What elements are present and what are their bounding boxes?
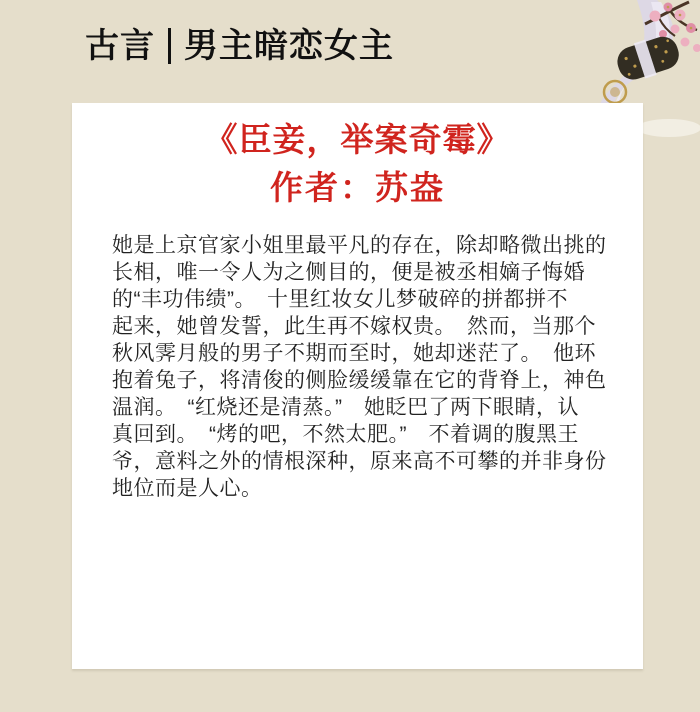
- synopsis-paragraph: [112, 232, 623, 502]
- header-divider: [168, 28, 171, 64]
- body-line: 起来，她曾发誓，此生再不嫁权贵。 然而，当那个: [112, 315, 596, 338]
- book-title: 《臣妾，举案奇霉》: [204, 121, 511, 158]
- body-line: 长相，唯一令人为之侧目的，便是被丞相嫡子悔婚: [112, 261, 585, 284]
- page-header: [85, 26, 394, 66]
- body-line: 秋风霁月般的男子不期而至时，她却迷茫了。 他环: [112, 342, 596, 365]
- body-line: 的“丰功伟绩”。 十里红妆女儿梦破碎的拼都拼不: [112, 288, 568, 311]
- body-line: 真回到。 “烤的吧，不然太肥。” 不着调的腹黑王: [112, 423, 579, 446]
- body-line: 温润。 “红烧还是清蒸。” 她眨巴了两下眼睛，认: [112, 396, 579, 419]
- body-line: 抱着兔子，将清俊的侧脸缓缓靠在它的背脊上，神色: [112, 369, 607, 392]
- author-line: 作者：苏盎: [270, 169, 445, 206]
- body-line: 爷，意料之外的情根深种，原来高不可攀的并非身份: [112, 450, 607, 473]
- content-card: [72, 103, 643, 669]
- header-category-label: 古言: [85, 27, 155, 65]
- header-topic-label: 男主暗恋女主: [184, 27, 394, 65]
- body-line: 她是上京官家小姐里最平凡的存在，除却略微出挑的: [112, 234, 607, 257]
- body-line: 地位而是人心。: [112, 477, 263, 500]
